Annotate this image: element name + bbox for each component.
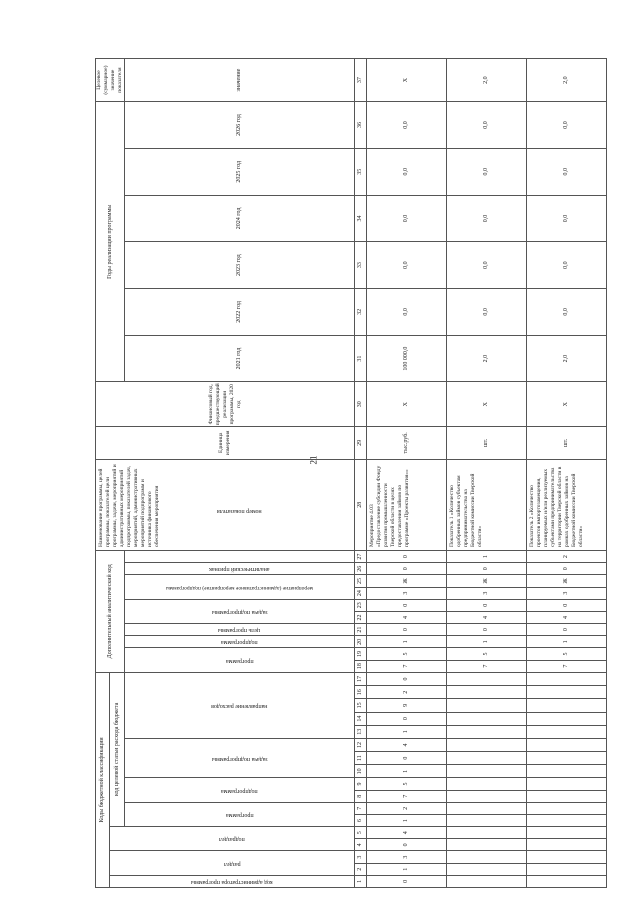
code-cell: 3: [527, 587, 607, 599]
years-header: Годы реализации программы: [96, 102, 125, 382]
row-name: Показатель 2 «Количество проектов импортозамещения, планируемых и/или реализуемых субъектами предпринимательства на территории Тверской области в рамках одобренных займов на Бюджетной комиссии Тверской области»: [527, 459, 607, 550]
year-value: 0,0: [367, 102, 447, 149]
code-cell: [527, 814, 607, 826]
column-number: 11: [355, 752, 367, 765]
code-cell: [447, 814, 527, 826]
code-cell: [527, 778, 607, 790]
y2023-header: 2023 год: [125, 242, 355, 289]
column-number: 20: [355, 636, 367, 648]
code-cell: 0: [367, 672, 447, 685]
code-cell: 0: [447, 563, 527, 575]
year-value: 0,0: [447, 102, 527, 149]
code-cell: 7: [527, 660, 607, 672]
year-value: 0,0: [527, 195, 607, 242]
year-value: 0,0: [447, 195, 527, 242]
code-cell: 0: [447, 599, 527, 611]
column-number: 16: [355, 686, 367, 699]
indicator-num-header: номер показателя: [217, 508, 262, 515]
y2021-header: 2021 год: [125, 335, 355, 382]
code-cell: 0: [527, 563, 607, 575]
code-cell: 5: [447, 648, 527, 660]
program-a-header: программа: [225, 657, 254, 664]
code-cell: [447, 802, 527, 814]
year-value: 0,0: [527, 242, 607, 289]
year-value: 0,0: [527, 148, 607, 195]
row-unit: шт.: [447, 427, 527, 459]
task-subprogram-header: задача подпрограммы: [211, 755, 268, 762]
row-unit: шт.: [527, 427, 607, 459]
additional-code-header: Дополнительный аналитический код: [96, 550, 125, 672]
year-value: 0,0: [367, 148, 447, 195]
column-number: 7: [355, 802, 367, 814]
subsection-header: подраздел: [219, 836, 245, 843]
code-cell: [447, 765, 527, 778]
code-cell: 0: [367, 550, 447, 562]
code-cell: [527, 725, 607, 738]
row-unit: тыс.руб.: [367, 427, 447, 459]
analytic-sign-header: аналитический признак: [209, 566, 270, 573]
year-value: 0,0: [367, 195, 447, 242]
code-cell: 7: [447, 660, 527, 672]
column-number: 18: [355, 660, 367, 672]
code-cell: [527, 790, 607, 802]
code-cell: 0: [367, 875, 447, 887]
code-cell: 0: [367, 752, 447, 765]
code-cell: [527, 712, 607, 725]
row-fin-year: Х: [447, 382, 527, 427]
code-cell: [527, 827, 607, 839]
code-cell: 4: [527, 611, 607, 623]
code-cell: 0: [367, 712, 447, 725]
code-cell: 2: [527, 550, 607, 562]
task-subprogram-a-header: задача подпрограммы: [211, 608, 268, 615]
column-number: 21: [355, 624, 367, 636]
row-total: 2,0: [447, 59, 527, 102]
column-number: 37: [355, 59, 367, 102]
column-number: 25: [355, 575, 367, 587]
column-number: 12: [355, 738, 367, 751]
table-row: [527, 59, 607, 888]
target-header: Целевое (суммарное) значение показателя: [96, 59, 125, 102]
code-cell: 1: [447, 550, 527, 562]
code-cell: 0: [527, 624, 607, 636]
code-cell: 5: [527, 648, 607, 660]
code-cell: 7: [367, 660, 447, 672]
code-cell: 1: [367, 863, 447, 875]
code-cell: [447, 686, 527, 699]
y2025-header: 2025 год: [125, 148, 355, 195]
column-number: 22: [355, 611, 367, 623]
code-cell: [447, 712, 527, 725]
code-cell: [447, 875, 527, 887]
year-value: 2,0: [447, 335, 527, 382]
code-cell: [447, 778, 527, 790]
column-number: 27: [355, 550, 367, 562]
column-number: 2: [355, 863, 367, 875]
code-cell: [527, 738, 607, 751]
code-cell: [447, 827, 527, 839]
code-cell: Ж: [367, 575, 447, 587]
table-row: [447, 59, 527, 888]
y2024-header: 2024 год: [125, 195, 355, 242]
code-cell: 3: [367, 851, 447, 863]
event-header: мероприятие (административное мероприятие) подпрограммы: [165, 584, 314, 591]
column-number: 29: [355, 427, 367, 459]
column-number: 36: [355, 102, 367, 149]
value-header: значение: [125, 59, 355, 102]
code-cell: [527, 851, 607, 863]
column-number: 15: [355, 699, 367, 712]
code-cell: 1: [367, 765, 447, 778]
code-cell: Ж: [527, 575, 607, 587]
code-cell: 4: [367, 611, 447, 623]
row-name: Показатель 1 «Количество одобренных займов субъектам предпринимательства на Бюджетной комиссии Тверской области»: [447, 459, 527, 550]
code-cell: 0: [367, 624, 447, 636]
code-cell: 9: [367, 699, 447, 712]
code-cell: 1: [367, 725, 447, 738]
code-cell: 2: [367, 802, 447, 814]
code-cell: [447, 738, 527, 751]
column-number: 6: [355, 814, 367, 826]
code-cell: [447, 672, 527, 685]
rotated-table-container: [95, 58, 605, 888]
code-cell: [527, 672, 607, 685]
code-cell: [447, 699, 527, 712]
row-fin-year: Х: [527, 382, 607, 427]
budget-classification-header: Коды бюджетной классификации: [96, 672, 110, 887]
code-cell: [527, 839, 607, 851]
row-fin-year: Х: [367, 382, 447, 427]
code-cell: 1: [447, 636, 527, 648]
code-cell: 3: [447, 587, 527, 599]
code-cell: [527, 699, 607, 712]
code-cell: [527, 863, 607, 875]
code-cell: 1: [527, 636, 607, 648]
code-cell: 5: [367, 778, 447, 790]
code-cell: 1: [367, 636, 447, 648]
column-number: 9: [355, 778, 367, 790]
code-cell: 0: [527, 599, 607, 611]
code-cell: 0: [367, 599, 447, 611]
column-number: 10: [355, 765, 367, 778]
code-cell: [447, 851, 527, 863]
column-number: 33: [355, 242, 367, 289]
code-cell: [447, 863, 527, 875]
code-cell: [447, 725, 527, 738]
column-number: 23: [355, 599, 367, 611]
code-cell: [447, 790, 527, 802]
code-cell: 7: [367, 790, 447, 802]
column-number-row: [355, 59, 367, 888]
column-number: 17: [355, 672, 367, 685]
code-cell: [527, 765, 607, 778]
code-cell: 4: [367, 827, 447, 839]
column-number: 14: [355, 712, 367, 725]
goal-program-header: цель программы: [218, 627, 261, 634]
column-number: 4: [355, 839, 367, 851]
column-number: 3: [355, 851, 367, 863]
code-cell: [447, 752, 527, 765]
row-name: Мероприятие 4.03 «Предоставление субсидии Фонду развития промышленности Тверской области в целях предоставления займов по программе «Проекты развития»»: [367, 459, 447, 550]
column-number: 30: [355, 382, 367, 427]
column-number: 8: [355, 790, 367, 802]
table-row: [367, 59, 447, 888]
year-value: 2,0: [527, 335, 607, 382]
year-value: 100 000,0: [367, 335, 447, 382]
column-number: 31: [355, 335, 367, 382]
admin-code-header: код администратора программы: [191, 878, 273, 885]
column-number: 28: [355, 459, 367, 550]
code-cell: 0: [447, 624, 527, 636]
code-cell: Ж: [447, 575, 527, 587]
column-number: 34: [355, 195, 367, 242]
code-cell: 4: [447, 611, 527, 623]
subprogram-header: подпрограмма: [221, 787, 258, 794]
expense-direction-header: направление расходов: [211, 702, 268, 709]
code-cell: [527, 802, 607, 814]
year-value: 0,0: [447, 289, 527, 336]
code-cell: 3: [367, 587, 447, 599]
y2022-header: 2022 год: [125, 289, 355, 336]
code-cell: 2: [367, 686, 447, 699]
year-value: 0,0: [367, 242, 447, 289]
column-number: 1: [355, 875, 367, 887]
target-article-header: код целевой статьи расхода бюджета: [110, 672, 125, 826]
fin-year-header: Финансовый год, предшествующий реализации программы, 2020 год: [96, 382, 355, 427]
code-cell: 0: [367, 563, 447, 575]
column-number: 24: [355, 587, 367, 599]
year-value: 0,0: [447, 242, 527, 289]
unit-header: Единица измерения: [96, 427, 355, 459]
subprogram-a-header: подпрограмма: [221, 639, 258, 646]
code-cell: [527, 752, 607, 765]
row-total: 2,0: [527, 59, 607, 102]
column-number: 26: [355, 563, 367, 575]
name-header: Наименование программы, целей программы, показателей цели программы, задачи, мероприятий и административных мероприятий подпрограммы, показателей задач, мероприятий, административных мероприятий подпрограмм и источника финансового обеспечения мероприятия: [96, 459, 355, 550]
code-cell: 1: [367, 814, 447, 826]
row-total: Х: [367, 59, 447, 102]
column-number: 32: [355, 289, 367, 336]
code-cell: [527, 875, 607, 887]
year-value: 0,0: [527, 289, 607, 336]
code-cell: 0: [367, 839, 447, 851]
code-cell: 4: [367, 738, 447, 751]
year-value: 0,0: [527, 102, 607, 149]
year-value: 0,0: [367, 289, 447, 336]
column-number: 13: [355, 725, 367, 738]
code-cell: [527, 686, 607, 699]
column-number: 19: [355, 648, 367, 660]
code-cell: [447, 839, 527, 851]
program-table: [95, 58, 607, 888]
y2026-header: 2026 год: [125, 102, 355, 149]
program-header: программа: [225, 811, 254, 818]
year-value: 0,0: [447, 148, 527, 195]
code-cell: 5: [367, 648, 447, 660]
column-number: 5: [355, 827, 367, 839]
column-number: 35: [355, 148, 367, 195]
section-header: раздел: [223, 860, 241, 867]
